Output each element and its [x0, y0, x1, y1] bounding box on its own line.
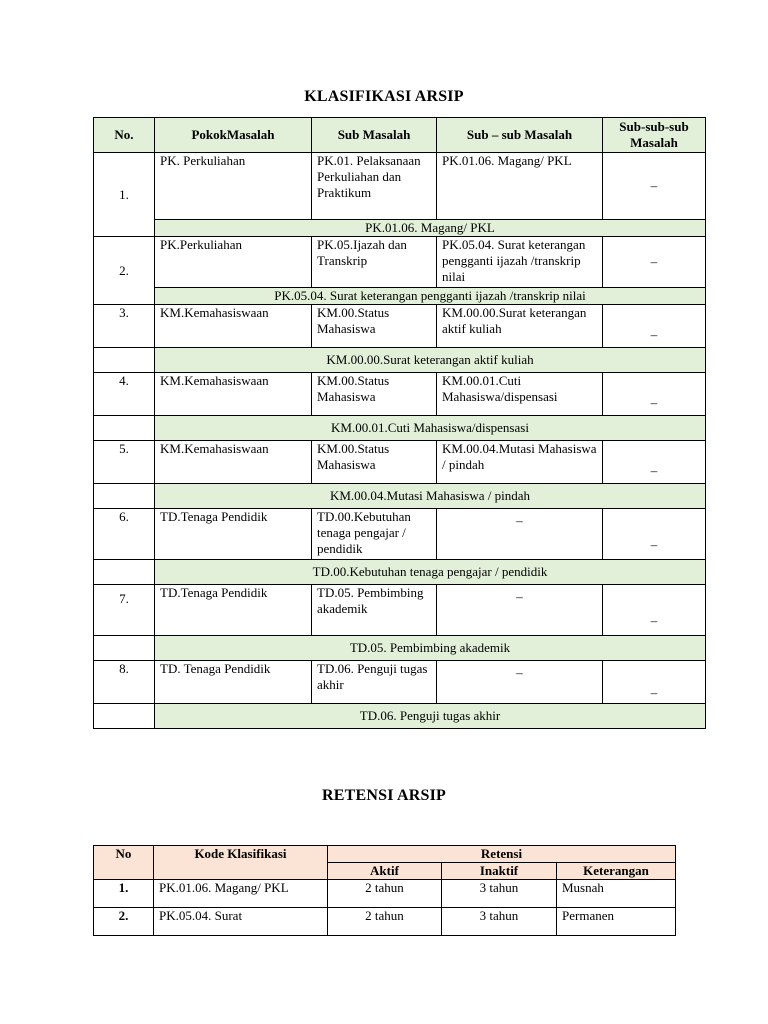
row-subsub: PK.01.06. Magang/ PKL: [437, 153, 603, 220]
row-no: 2.: [94, 237, 155, 305]
row-subsubsub: –: [603, 585, 706, 636]
row-subsub: –: [437, 585, 603, 636]
header-kode-klasifikasi: Kode Klasifikasi: [154, 846, 328, 880]
row-sub: PK.01. Pelaksanaan Perkuliahan dan Praktikum: [312, 153, 437, 220]
table-row: [94, 585, 706, 636]
row-pokok: PK.Perkuliahan: [155, 237, 312, 288]
summary-row: [94, 636, 706, 661]
row-no: 7.: [94, 585, 155, 636]
table-row: [94, 153, 706, 220]
row-pokok: KM.Kemahasiswaan: [155, 305, 312, 348]
retensi-row-kode: PK.01.06. Magang/ PKL: [154, 880, 328, 908]
row-no-empty: [94, 636, 155, 661]
row-no-empty: [94, 416, 155, 441]
retensi-row-aktif: 2 tahun: [328, 880, 442, 908]
row-subsub: KM.00.00.Surat keterangan aktif kuliah: [437, 305, 603, 348]
row-no: 5.: [94, 441, 155, 484]
row-no: 8.: [94, 661, 155, 704]
row-no-empty: [94, 348, 155, 373]
header-sub-sub-masalah: Sub – sub Masalah: [437, 118, 603, 153]
row-pokok: TD. Tenaga Pendidik: [155, 661, 312, 704]
row-subsub: PK.05.04. Surat keterangan pengganti ijazah /transkrip nilai: [437, 237, 603, 288]
header-no: No.: [94, 118, 155, 153]
table-row: [94, 373, 706, 416]
summary-row: [94, 220, 706, 237]
row-subsubsub: –: [603, 509, 706, 560]
header-inaktif: Inaktif: [442, 863, 557, 880]
header-sub-sub-sub-masalah: Sub-sub-sub Masalah: [603, 118, 706, 153]
header-pokok-masalah: PokokMasalah: [155, 118, 312, 153]
row-summary: KM.00.00.Surat keterangan aktif kuliah: [155, 348, 706, 373]
row-sub: TD.00.Kebutuhan tenaga pengajar / pendidik: [312, 509, 437, 560]
table-row: [94, 880, 676, 908]
row-no-empty: [94, 704, 155, 729]
row-summary: PK.01.06. Magang/ PKL: [155, 220, 706, 237]
row-no-empty: [94, 560, 155, 585]
row-no: 4.: [94, 373, 155, 416]
row-no: 6.: [94, 509, 155, 560]
row-summary: TD.00.Kebutuhan tenaga pengajar / pendidik: [155, 560, 706, 585]
table-row: [94, 441, 706, 484]
row-summary: PK.05.04. Surat keterangan pengganti ijazah /transkrip nilai: [155, 288, 706, 305]
header-sub-masalah: Sub Masalah: [312, 118, 437, 153]
summary-row: [94, 348, 706, 373]
header-retensi: Retensi: [328, 846, 676, 863]
retensi-row-inaktif: 3 tahun: [442, 908, 557, 936]
row-pokok: PK. Perkuliahan: [155, 153, 312, 220]
retensi-row-kode: PK.05.04. Surat: [154, 908, 328, 936]
summary-row: [94, 288, 706, 305]
retensi-row-inaktif: 3 tahun: [442, 880, 557, 908]
table-row: [94, 305, 706, 348]
row-pokok: TD.Tenaga Pendidik: [155, 509, 312, 560]
klasifikasi-table: [93, 117, 706, 729]
table-row: [94, 661, 706, 704]
row-sub: KM.00.Status Mahasiswa: [312, 441, 437, 484]
row-sub: TD.06. Penguji tugas akhir: [312, 661, 437, 704]
retensi-row-aktif: 2 tahun: [328, 908, 442, 936]
retensi-row-no: 2.: [94, 908, 154, 936]
row-summary: TD.06. Penguji tugas akhir: [155, 704, 706, 729]
retensi-title: RETENSI ARSIP: [322, 787, 446, 804]
row-subsub: –: [437, 661, 603, 704]
row-no: 3.: [94, 305, 155, 348]
summary-row: [94, 704, 706, 729]
summary-row: [94, 484, 706, 509]
header-keterangan: Keterangan: [557, 863, 676, 880]
header-aktif: Aktif: [328, 863, 442, 880]
row-no-empty: [94, 484, 155, 509]
row-no: 1.: [94, 153, 155, 237]
row-sub: TD.05. Pembimbing akademik: [312, 585, 437, 636]
row-subsubsub: –: [603, 305, 706, 348]
row-sub: KM.00.Status Mahasiswa: [312, 373, 437, 416]
row-subsubsub: –: [603, 237, 706, 288]
table-row: [94, 908, 676, 936]
row-pokok: KM.Kemahasiswaan: [155, 441, 312, 484]
summary-row: [94, 416, 706, 441]
header-no: No: [94, 846, 154, 880]
row-subsub: KM.00.04.Mutasi Mahasiswa / pindah: [437, 441, 603, 484]
row-pokok: KM.Kemahasiswaan: [155, 373, 312, 416]
retensi-table: [93, 845, 676, 936]
table-row: [94, 509, 706, 560]
row-subsubsub: –: [603, 153, 706, 220]
summary-row: [94, 560, 706, 585]
retensi-header-row: [94, 846, 676, 863]
row-pokok: TD.Tenaga Pendidik: [155, 585, 312, 636]
row-summary: KM.00.04.Mutasi Mahasiswa / pindah: [155, 484, 706, 509]
row-subsub: KM.00.01.Cuti Mahasiswa/dispensasi: [437, 373, 603, 416]
klasifikasi-title: KLASIFIKASI ARSIP: [304, 88, 464, 105]
row-subsubsub: –: [603, 661, 706, 704]
retensi-row-keterangan: Permanen: [557, 908, 676, 936]
retensi-row-no: 1.: [94, 880, 154, 908]
table-row: [94, 237, 706, 288]
klasifikasi-header-row: [94, 118, 706, 153]
retensi-row-keterangan: Musnah: [557, 880, 676, 908]
row-subsubsub: –: [603, 441, 706, 484]
row-subsub: –: [437, 509, 603, 560]
row-summary: TD.05. Pembimbing akademik: [155, 636, 706, 661]
row-sub: PK.05.Ijazah dan Transkrip: [312, 237, 437, 288]
row-subsubsub: –: [603, 373, 706, 416]
row-summary: KM.00.01.Cuti Mahasiswa/dispensasi: [155, 416, 706, 441]
row-sub: KM.00.Status Mahasiswa: [312, 305, 437, 348]
